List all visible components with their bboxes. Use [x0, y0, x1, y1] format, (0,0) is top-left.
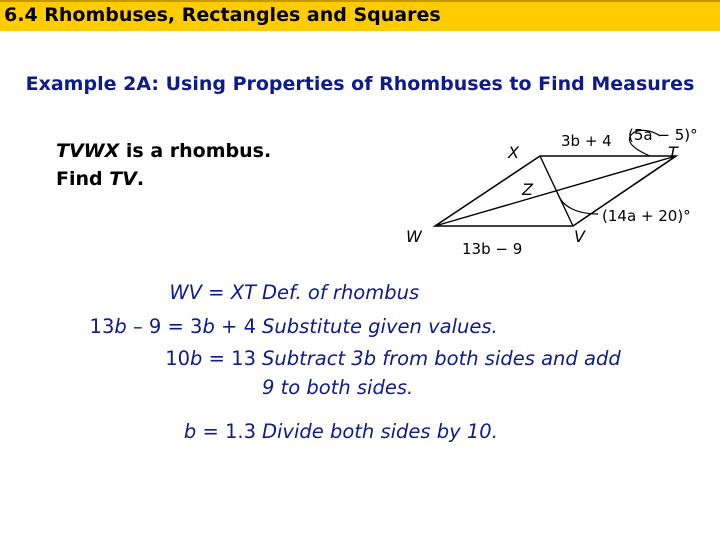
problem-line-2	[56, 165, 271, 193]
reason-2: Substitute given values.	[262, 315, 498, 338]
reason-1: Def. of rhombus	[262, 281, 420, 304]
reason-3-line-2: 9 to both sides.	[262, 376, 414, 399]
target-segment: TV	[109, 168, 137, 190]
rhombus-name: TVWX	[56, 140, 120, 162]
eq3-var: b	[190, 347, 203, 370]
eq3-part-b: = 13	[202, 347, 256, 370]
vertex-label-t: T	[668, 143, 678, 162]
problem-statement	[56, 137, 271, 193]
angle-top-label: (5a − 5)°	[628, 126, 698, 144]
reason-4: Divide both sides by 10.	[262, 420, 498, 443]
eq2-part-b: – 9 = 3	[126, 315, 203, 338]
eq2-part-c: + 4	[214, 315, 256, 338]
reason-3-line-1: Subtract 3b from both sides and add	[262, 347, 621, 370]
lesson-title: 6.4 Rhombuses, Rectangles and Squares	[4, 4, 441, 26]
vertex-label-v: V	[574, 227, 585, 246]
angle-arc-right	[558, 194, 598, 214]
equation-3	[0, 347, 256, 370]
example-title: Example 2A: Using Properties of Rhombuses to Find Measures	[25, 73, 695, 95]
header-bar	[0, 0, 720, 31]
equation-4	[0, 420, 256, 443]
segment-xt-label: 3b + 4	[561, 132, 612, 150]
eq4-part-b: = 1.3	[196, 420, 256, 443]
equation-2	[0, 315, 256, 338]
eq3-part-a: 10	[165, 347, 191, 370]
eq4-var: b	[183, 420, 197, 443]
problem-line-1	[56, 137, 271, 165]
rhombus-figure	[398, 118, 708, 260]
angle-right-label: (14a + 20)°	[602, 207, 691, 225]
eq2-var-1: b	[114, 315, 127, 338]
eq2-part-a: 13	[89, 315, 115, 338]
problem-line-2-end: .	[136, 168, 145, 190]
problem-line-1-text: is a rhombus.	[119, 140, 272, 162]
equation-1	[0, 281, 256, 304]
problem-line-2-text: Find	[56, 168, 110, 190]
eq1-lhs: WV	[169, 281, 202, 304]
vertex-label-x: X	[508, 143, 519, 162]
eq1-equals: =	[201, 281, 231, 304]
vertex-label-z: Z	[522, 180, 533, 199]
segment-wv-label: 13b − 9	[462, 240, 523, 258]
eq1-rhs: XT	[230, 281, 256, 304]
eq2-var-2: b	[202, 315, 215, 338]
vertex-label-w: W	[406, 227, 422, 246]
